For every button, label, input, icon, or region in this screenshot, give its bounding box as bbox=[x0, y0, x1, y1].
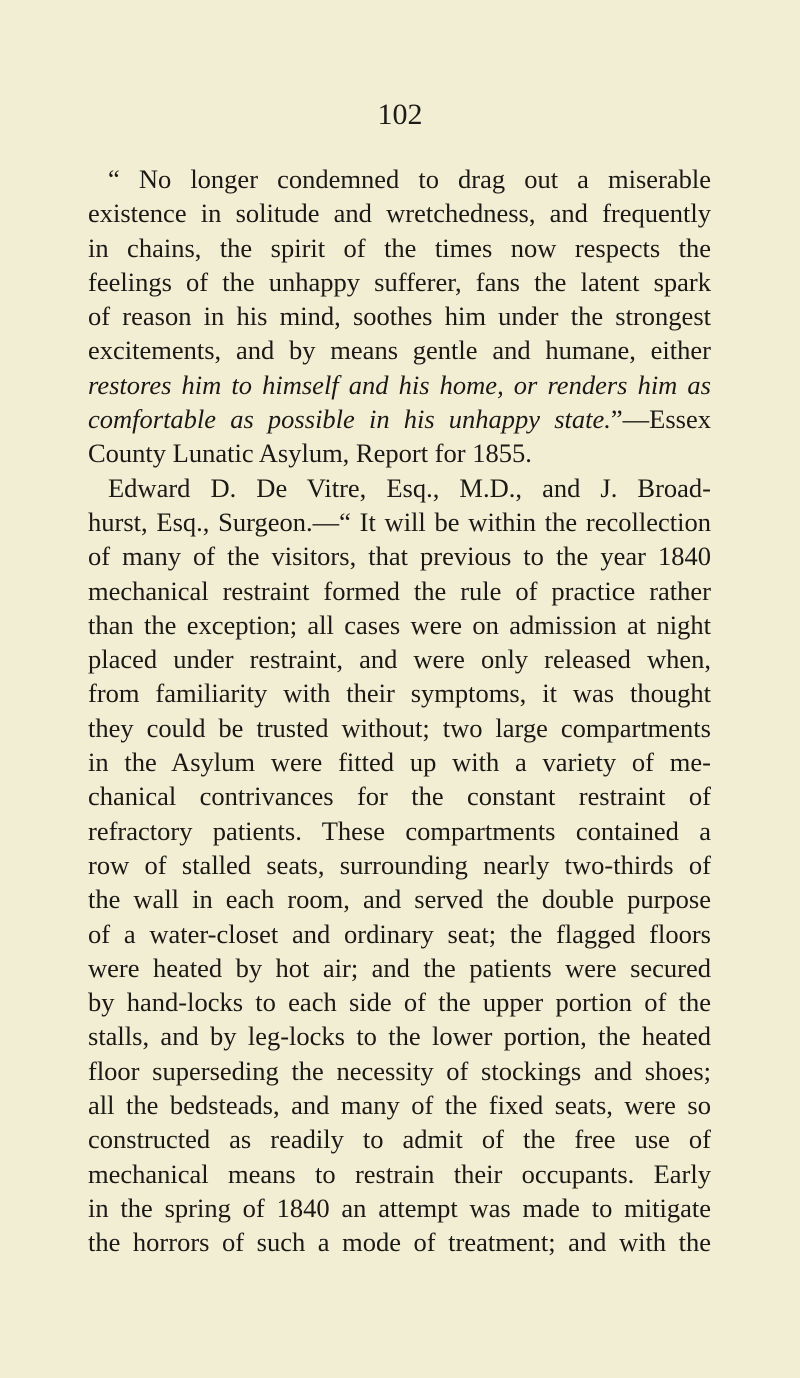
text-line: of a water-closet and ordinary seat; the flagged floors bbox=[88, 918, 711, 949]
text-line: constructed as readily to admit of the free use of bbox=[88, 1124, 711, 1155]
text-line: by hand-locks to each side of the upper portion of the bbox=[88, 987, 711, 1018]
roman-fragment: ”—Essex bbox=[610, 404, 711, 435]
text-line: of many of the visitors, that previous to the year 1840 bbox=[88, 541, 711, 572]
text-line: placed under restraint, and were only released when, bbox=[88, 644, 711, 675]
page-number: 102 bbox=[377, 98, 423, 131]
text-line: all the bedsteads, and many of the fixed seats, were so bbox=[88, 1090, 711, 1121]
text-line: mechanical means to restrain their occupants. Early bbox=[88, 1158, 711, 1189]
text-line: were heated by hot air; and the patients were secured bbox=[88, 952, 711, 983]
text-line: “ No longer condemned to drag out a miserable bbox=[108, 164, 711, 194]
text-line: hurst, Esq., Surgeon.—“ It will be within the recollection bbox=[88, 506, 711, 537]
text-line: the wall in each room, and served the double purpose bbox=[88, 884, 711, 915]
text-line: existence in solitude and wretchedness, and frequently bbox=[88, 198, 711, 229]
text-line: of reason in his mind, soothes him under the strongest bbox=[88, 301, 711, 332]
italic-fragment: comfortable as possible in his unhappy state. bbox=[88, 404, 611, 435]
text-line: in the Asylum were fitted up with a variety of me- bbox=[88, 747, 711, 778]
text-line: chanical contrivances for the constant restraint of bbox=[88, 781, 711, 812]
text-line: in the spring of 1840 an attempt was made to mitigate bbox=[88, 1192, 711, 1223]
text-line: refractory patients. These compartments contained a bbox=[88, 815, 711, 846]
text-line-paragraph-end: County Lunatic Asylum, Report for 1855. bbox=[88, 438, 532, 469]
text-line: they could be trusted without; two large compartments bbox=[88, 712, 711, 743]
text-line-mixed bbox=[88, 402, 711, 436]
text-line: floor superseding the necessity of stockings and shoes; bbox=[88, 1055, 711, 1086]
text-line: row of stalled seats, surrounding nearly two-thirds of bbox=[88, 849, 711, 880]
text-line-italic: restores him to himself and his home, or renders him as bbox=[88, 369, 711, 400]
text-line: than the exception; all cases were on admission at night bbox=[88, 609, 711, 640]
text-line: stalls, and by leg-locks to the lower portion, the heated bbox=[88, 1021, 711, 1052]
text-line: feelings of the unhappy sufferer, fans the latent spark bbox=[88, 266, 711, 297]
text-line: Edward D. De Vitre, Esq., M.D., and J. Broad- bbox=[108, 472, 711, 503]
text-line: in chains, the spirit of the times now respects the bbox=[88, 232, 711, 263]
text-line: excitements, and by means gentle and humane, either bbox=[88, 335, 711, 366]
text-line: mechanical restraint formed the rule of practice rather bbox=[88, 575, 711, 606]
text-line: the horrors of such a mode of treatment; and with the bbox=[88, 1227, 711, 1258]
body-text bbox=[88, 162, 711, 1260]
text-line: from familiarity with their symptoms, it was thought bbox=[88, 678, 711, 709]
